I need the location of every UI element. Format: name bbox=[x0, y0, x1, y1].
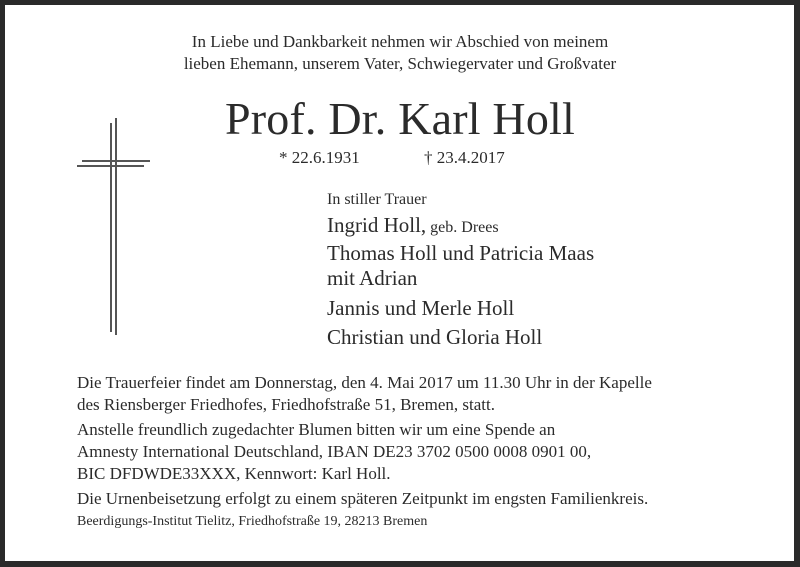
intro-line-1: In Liebe und Dankbarkeit nehmen wir Abschied von meinem bbox=[191, 32, 609, 51]
intro-line-2: lieben Ehemann, unserem Vater, Schwiegervater und Großvater bbox=[183, 54, 617, 73]
donation-line-3: BIC DFDWDE33XXX, Kennwort: Karl Holl. bbox=[77, 464, 391, 483]
death-date: † 23.4.2017 bbox=[424, 148, 505, 167]
burial-notice: Die Urnenbeisetzung erfolgt zu einem späteren Zeitpunkt im engsten Familienkreis. bbox=[77, 489, 649, 508]
mourner-entry: Jannis und Merle Holl bbox=[327, 296, 515, 320]
birth-date: * 22.6.1931 bbox=[279, 148, 360, 167]
mourner-name: Ingrid Holl, bbox=[327, 213, 427, 237]
mourners-heading: In stiller Trauer bbox=[327, 191, 427, 208]
undertaker-info: Beerdigungs-Institut Tielitz, Friedhofstraße 19, 28213 Bremen bbox=[77, 514, 428, 529]
mourner-entry bbox=[327, 212, 499, 241]
mourner-note: geb. Drees bbox=[426, 219, 499, 236]
mourner-entry: mit Adrian bbox=[327, 266, 418, 290]
mourner-entry: Thomas Holl und Patricia Maas bbox=[327, 241, 595, 265]
deceased-name: Prof. Dr. Karl Holl bbox=[224, 93, 576, 144]
donation-line-1: Anstelle freundlich zugedachter Blumen bitten wir um eine Spende an bbox=[77, 420, 556, 439]
service-line-1: Die Trauerfeier findet am Donnerstag, den 4. Mai 2017 um 11.30 Uhr in der Kapelle bbox=[77, 373, 652, 392]
service-line-2: des Riensberger Friedhofes, Friedhofstraße 51, Bremen, statt. bbox=[77, 395, 495, 414]
mourner-entry: Christian und Gloria Holl bbox=[327, 325, 543, 349]
donation-line-2: Amnesty International Deutschland, IBAN DE23 3702 0500 0008 0901 00, bbox=[77, 442, 592, 461]
